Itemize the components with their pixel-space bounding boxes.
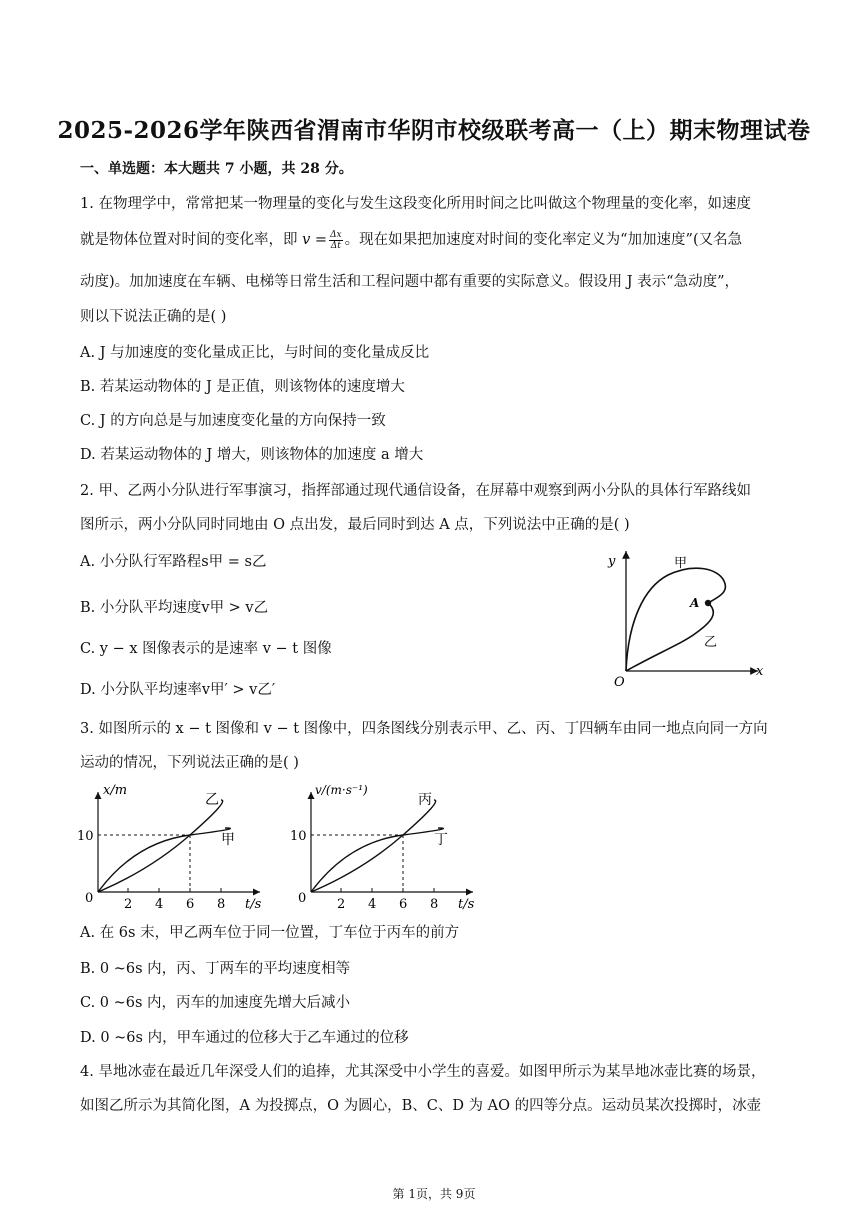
q3-xt-xtick-8: 8 bbox=[217, 897, 226, 912]
q3-xt-origin: 0 bbox=[85, 891, 94, 906]
q2-line-1: 2. 甲、乙两小分队进行军事演习，指挥部通过现代通信设备，在屏幕中观察到两小分队的具体行军路线如 bbox=[80, 483, 751, 499]
q1-line-3: 动度)。加加速度在车辆、电梯等日常生活和工程问题中都有重要的实际意义。假设用 J 表示“急动度”， bbox=[80, 274, 740, 290]
q3-vt-curve-ding: 丁 bbox=[434, 832, 448, 848]
q3-xt-xtick-2: 2 bbox=[124, 897, 133, 912]
page-footer: 第 1页，共 9页 bbox=[392, 1187, 476, 1201]
q2-point-a-label: A bbox=[690, 596, 700, 610]
q3-xt-graph bbox=[75, 780, 275, 912]
q3-vt-graph bbox=[288, 780, 488, 912]
q2-option-b: B. 小分队平均速度v甲 > v乙 bbox=[80, 600, 269, 616]
q3-option-d: D. 0 ~6s 内，甲车通过的位移大于乙车通过的位移 bbox=[80, 1030, 409, 1046]
velocity-formula: v = $\frac{\Delta x}{\Delta t}$ bbox=[302, 229, 342, 251]
exam-title: 2025-2026学年陕西省渭南市华阴市校级联考高一（上）期末物理试卷 bbox=[57, 117, 811, 144]
q3-xt-curve-yi: 乙 bbox=[205, 792, 219, 808]
q3-vt-ytick: 10 bbox=[290, 829, 307, 844]
q1-line-2a: 就是物体位置对时间的变化率，即 bbox=[80, 232, 298, 248]
q3-xt-ylabel: x/m bbox=[103, 783, 128, 798]
q3-xt-xtick-6: 6 bbox=[186, 897, 195, 912]
q3-vt-ylabel: v/(m·s⁻¹) bbox=[315, 783, 368, 797]
q2-option-c: C. y − x 图像表示的是速率 v − t 图像 bbox=[80, 641, 332, 657]
q3-line-1: 3. 如图所示的 x − t 图像和 v − t 图像中，四条图线分别表示甲、乙、丙、丁四辆车由同一地点向同一方向 bbox=[80, 721, 768, 737]
q2-line-2: 图所示，两小分队同时同地由 O 点出发，最后同时到达 A 点，下列说法中正确的是( ) bbox=[80, 517, 630, 533]
q2-curve-jia-label: 甲 bbox=[674, 556, 688, 571]
q2-option-a: A. 小分队行军路程s甲 = s乙 bbox=[80, 554, 267, 570]
q2-x-label: x bbox=[756, 664, 764, 679]
q3-vt-xtick-8: 8 bbox=[430, 897, 439, 912]
q1-line-2b: 。现在如果把加速度对时间的变化率定义为“加加速度”(又名急 bbox=[344, 232, 743, 248]
q2-y-label: y bbox=[608, 554, 616, 569]
q3-option-c: C. 0 ~6s 内，丙车的加速度先增大后减小 bbox=[80, 995, 351, 1011]
q3-xt-ytick: 10 bbox=[77, 829, 94, 844]
q3-xt-curve-jia: 甲 bbox=[221, 832, 235, 848]
q4-line-1: 4. 旱地冰壶在最近几年深受人们的追捧，尤其深受中小学生的喜爱。如图甲所示为某旱地冰壶比赛的场景， bbox=[80, 1064, 766, 1080]
q2-route-figure bbox=[598, 543, 770, 689]
q3-line-2: 运动的情况，下列说法正确的是( ) bbox=[80, 755, 299, 771]
q1-line-1: 1. 在物理学中，常常把某一物理量的变化与发生这段变化所用时间之比叫做这个物理量的变化率，如速度 bbox=[80, 196, 751, 212]
q3-vt-origin: 0 bbox=[298, 891, 307, 906]
q3-vt-curve-bing: 丙 bbox=[418, 792, 432, 808]
q3-xt-xtick-4: 4 bbox=[155, 897, 164, 912]
q3-vt-xtick-6: 6 bbox=[399, 897, 408, 912]
q2-curve-yi-label: 乙 bbox=[704, 635, 718, 650]
q3-xt-xlabel: t/s bbox=[245, 897, 262, 912]
q3-vt-xlabel: t/s bbox=[458, 897, 475, 912]
q2-origin-label: O bbox=[614, 675, 625, 689]
q3-option-a: A. 在 6s 末，甲乙两车位于同一位置，丁车位于丙车的前方 bbox=[80, 925, 460, 941]
section-heading: 一、单选题：本大题共 7 小题，共 28 分。 bbox=[80, 161, 353, 177]
q1-line-2 bbox=[80, 228, 742, 251]
q3-option-b: B. 0 ~6s 内，丙、丁两车的平均速度相等 bbox=[80, 961, 351, 977]
q1-line-4: 则以下说法正确的是( ) bbox=[80, 309, 227, 325]
q1-option-c: C. J 的方向总是与加速度变化量的方向保持一致 bbox=[80, 413, 386, 429]
q2-option-d: D. 小分队平均速率v甲′ > v乙′ bbox=[80, 682, 276, 698]
q1-option-d: D. 若某运动物体的 J 增大，则该物体的加速度 a 增大 bbox=[80, 447, 424, 463]
q4-line-2: 如图乙所示为其简化图，A 为投掷点，O 为圆心，B、C、D 为 AO 的四等分点。运动员某次投掷时，冰壶 bbox=[80, 1098, 762, 1114]
q1-option-a: A. J 与加速度的变化量成正比，与时间的变化量成反比 bbox=[80, 345, 430, 361]
q3-vt-xtick-4: 4 bbox=[368, 897, 377, 912]
q3-vt-xtick-2: 2 bbox=[337, 897, 346, 912]
q1-option-b: B. 若某运动物体的 J 是正值，则该物体的速度增大 bbox=[80, 379, 405, 395]
